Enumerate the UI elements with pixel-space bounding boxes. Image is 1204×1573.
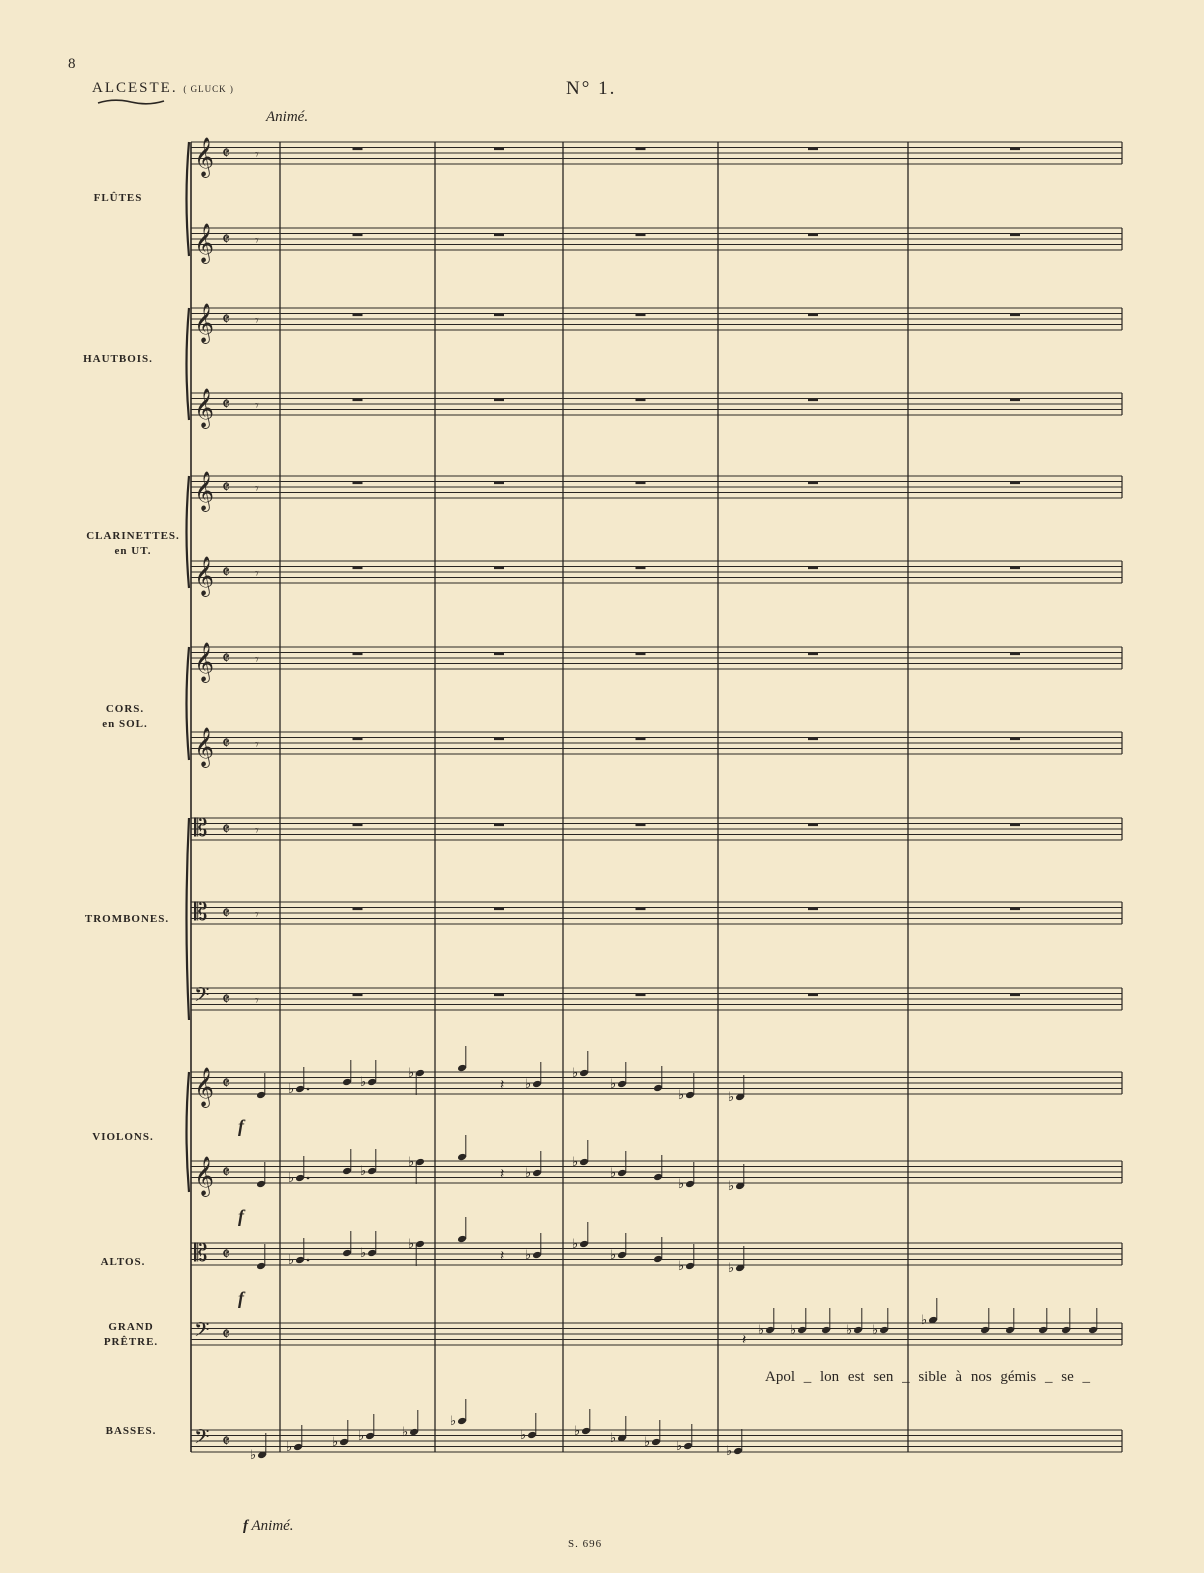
eighth-rest: 𝄾 bbox=[255, 398, 259, 414]
eighth-rest: 𝄾 bbox=[255, 652, 259, 668]
cut-time-signature: 𝄵 bbox=[222, 477, 231, 498]
whole-rest bbox=[636, 653, 646, 656]
alto-clef: 𝄡 bbox=[194, 814, 208, 842]
treble-clef: 𝄞 bbox=[194, 137, 215, 177]
flat-accidental: ♭ bbox=[360, 1246, 367, 1261]
whole-rest bbox=[808, 234, 818, 237]
dot bbox=[307, 1088, 310, 1091]
eighth-rest: 𝄾 bbox=[255, 993, 259, 1009]
bass-clef: 𝄢 bbox=[194, 983, 210, 1011]
flat-accidental: ♭ bbox=[288, 1171, 295, 1186]
instrument-name: ALTOS. bbox=[100, 1256, 146, 1268]
whole-rest bbox=[636, 994, 646, 997]
eighth-rest: 𝄾 bbox=[255, 566, 259, 582]
bass-clef: 𝄢 bbox=[194, 1318, 210, 1346]
flat-accidental: ♭ bbox=[525, 1248, 532, 1263]
whole-rest bbox=[808, 994, 818, 997]
whole-rest bbox=[808, 148, 818, 151]
whole-rest bbox=[353, 567, 363, 570]
eighth-rest: 𝄾 bbox=[255, 907, 259, 923]
cut-time-signature: 𝄵 bbox=[222, 1162, 231, 1183]
flat-accidental: ♭ bbox=[574, 1424, 581, 1439]
flat-accidental: ♭ bbox=[358, 1429, 365, 1444]
flat-accidental: ♭ bbox=[572, 1237, 579, 1252]
eighth-rest: 𝄾 bbox=[255, 233, 259, 249]
whole-rest bbox=[636, 482, 646, 485]
flat-accidental: ♭ bbox=[288, 1082, 295, 1097]
staff-bracket bbox=[187, 308, 190, 420]
whole-rest bbox=[1010, 234, 1020, 237]
treble-clef: 𝄞 bbox=[194, 556, 215, 596]
flat-accidental: ♭ bbox=[332, 1435, 339, 1450]
whole-rest bbox=[353, 148, 363, 151]
whole-rest bbox=[1010, 399, 1020, 402]
flat-accidental: ♭ bbox=[728, 1179, 735, 1194]
whole-rest bbox=[1010, 824, 1020, 827]
instrument-name: GRAND bbox=[108, 1321, 154, 1333]
whole-rest bbox=[494, 314, 504, 317]
tempo-text-bottom: Animé. bbox=[251, 1518, 294, 1534]
whole-rest bbox=[494, 653, 504, 656]
plate-number: S. 696 bbox=[568, 1538, 603, 1550]
flat-accidental: ♭ bbox=[610, 1077, 617, 1092]
eighth-rest: 𝄾 bbox=[255, 481, 259, 497]
eighth-rest: 𝄾 bbox=[255, 147, 259, 163]
staff-bracket bbox=[187, 647, 190, 760]
instrument-transposition: en UT. bbox=[114, 545, 152, 557]
dot bbox=[307, 1259, 310, 1262]
flat-accidental: ♭ bbox=[408, 1155, 415, 1170]
treble-clef: 𝄞 bbox=[194, 471, 215, 511]
whole-rest bbox=[636, 234, 646, 237]
whole-rest bbox=[636, 738, 646, 741]
whole-rest bbox=[636, 314, 646, 317]
flat-accidental: ♭ bbox=[790, 1323, 797, 1338]
whole-rest bbox=[1010, 738, 1020, 741]
whole-rest bbox=[353, 738, 363, 741]
whole-rest bbox=[636, 148, 646, 151]
work-title-text: ALCESTE. bbox=[92, 80, 178, 96]
whole-rest bbox=[808, 399, 818, 402]
instrument-name-line2: PRÊTRE. bbox=[103, 1336, 159, 1348]
flat-accidental: ♭ bbox=[728, 1090, 735, 1105]
whole-rest bbox=[636, 908, 646, 911]
whole-rest bbox=[494, 234, 504, 237]
whole-rest bbox=[353, 653, 363, 656]
cut-time-signature: 𝄵 bbox=[222, 229, 231, 250]
whole-rest bbox=[808, 314, 818, 317]
flat-accidental: ♭ bbox=[572, 1066, 579, 1081]
flat-accidental: ♭ bbox=[402, 1425, 409, 1440]
flat-accidental: ♭ bbox=[610, 1166, 617, 1181]
instrument-name: CLARINETTES. bbox=[86, 530, 180, 542]
flat-accidental: ♭ bbox=[726, 1444, 733, 1459]
whole-rest bbox=[1010, 994, 1020, 997]
flat-accidental: ♭ bbox=[360, 1075, 367, 1090]
tempo-marking-top: Animé. bbox=[266, 109, 309, 125]
whole-rest bbox=[808, 738, 818, 741]
flat-accidental: ♭ bbox=[286, 1440, 293, 1455]
flat-accidental: ♭ bbox=[676, 1439, 683, 1454]
flat-accidental: ♭ bbox=[408, 1237, 415, 1252]
whole-rest bbox=[1010, 314, 1020, 317]
staff-bracket bbox=[187, 476, 190, 588]
whole-rest bbox=[808, 482, 818, 485]
page-number: 8 bbox=[68, 56, 76, 72]
eighth-rest: 𝄾 bbox=[255, 823, 259, 839]
cut-time-signature: 𝄵 bbox=[222, 1073, 231, 1094]
whole-rest bbox=[494, 482, 504, 485]
quarter-rest: 𝄽 bbox=[742, 1332, 747, 1348]
cut-time-signature: 𝄵 bbox=[222, 989, 231, 1010]
whole-rest bbox=[353, 399, 363, 402]
cut-time-signature: 𝄵 bbox=[222, 819, 231, 840]
composer-name: ( GLUCK ) bbox=[183, 84, 234, 94]
whole-rest bbox=[494, 908, 504, 911]
cut-time-signature: 𝄵 bbox=[222, 143, 231, 164]
dot bbox=[307, 1177, 310, 1180]
instrument-transposition: en SOL. bbox=[102, 718, 148, 730]
cut-time-signature: 𝄵 bbox=[222, 309, 231, 330]
flat-accidental: ♭ bbox=[520, 1428, 527, 1443]
whole-rest bbox=[1010, 567, 1020, 570]
whole-rest bbox=[636, 824, 646, 827]
instrument-name: BASSES. bbox=[105, 1425, 157, 1437]
whole-rest bbox=[808, 908, 818, 911]
instrument-name: VIOLONS. bbox=[92, 1131, 154, 1143]
cut-time-signature: 𝄵 bbox=[222, 733, 231, 754]
instrument-name: FLÛTES bbox=[93, 192, 143, 204]
whole-rest bbox=[494, 148, 504, 151]
cut-time-signature: 𝄵 bbox=[222, 1244, 231, 1265]
instrument-name: HAUTBOIS. bbox=[83, 353, 153, 365]
flat-accidental: ♭ bbox=[758, 1323, 765, 1338]
whole-rest bbox=[636, 567, 646, 570]
instrument-name: CORS. bbox=[105, 703, 145, 715]
flat-accidental: ♭ bbox=[921, 1313, 928, 1328]
quarter-rest: 𝄽 bbox=[500, 1077, 505, 1093]
flat-accidental: ♭ bbox=[250, 1448, 257, 1463]
whole-rest bbox=[494, 994, 504, 997]
cut-time-signature: 𝄵 bbox=[222, 1431, 231, 1452]
flat-accidental: ♭ bbox=[525, 1077, 532, 1092]
whole-rest bbox=[1010, 482, 1020, 485]
eighth-rest: 𝄾 bbox=[255, 313, 259, 329]
flat-accidental: ♭ bbox=[360, 1164, 367, 1179]
whole-rest bbox=[808, 653, 818, 656]
whole-rest bbox=[636, 399, 646, 402]
whole-rest bbox=[808, 567, 818, 570]
whole-rest bbox=[1010, 653, 1020, 656]
whole-rest bbox=[353, 234, 363, 237]
flat-accidental: ♭ bbox=[678, 1259, 685, 1274]
whole-rest bbox=[353, 482, 363, 485]
cut-time-signature: 𝄵 bbox=[222, 648, 231, 669]
dynamic-forte-violin2: f bbox=[238, 1206, 244, 1226]
whole-rest bbox=[353, 824, 363, 827]
cut-time-signature: 𝄵 bbox=[222, 903, 231, 924]
whole-rest bbox=[1010, 148, 1020, 151]
whole-rest bbox=[494, 824, 504, 827]
alto-clef: 𝄡 bbox=[194, 1239, 208, 1267]
quarter-rest: 𝄽 bbox=[500, 1166, 505, 1182]
whole-rest bbox=[1010, 908, 1020, 911]
dynamic-forte-violin1: f bbox=[238, 1116, 244, 1136]
whole-rest bbox=[353, 994, 363, 997]
flat-accidental: ♭ bbox=[572, 1155, 579, 1170]
quarter-rest: 𝄽 bbox=[500, 1248, 505, 1264]
staff-bracket bbox=[187, 142, 190, 256]
whole-rest bbox=[494, 738, 504, 741]
treble-clef: 𝄞 bbox=[194, 303, 215, 343]
flat-accidental: ♭ bbox=[846, 1323, 853, 1338]
instrument-name: TROMBONES. bbox=[84, 913, 170, 925]
flat-accidental: ♭ bbox=[678, 1088, 685, 1103]
treble-clef: 𝄞 bbox=[194, 727, 215, 767]
dynamic-forte-viola: f bbox=[238, 1288, 244, 1308]
whole-rest bbox=[353, 314, 363, 317]
flat-accidental: ♭ bbox=[288, 1253, 295, 1268]
staff-bracket bbox=[187, 818, 190, 1020]
cut-time-signature: 𝄵 bbox=[222, 562, 231, 583]
vocal-lyrics: Apol _ lon est sen _ sible à nos gémis _ se _ bbox=[765, 1369, 1090, 1385]
treble-clef: 𝄞 bbox=[194, 223, 215, 263]
whole-rest bbox=[494, 399, 504, 402]
whole-rest bbox=[494, 567, 504, 570]
flat-accidental: ♭ bbox=[728, 1261, 735, 1276]
eighth-rest: 𝄾 bbox=[255, 737, 259, 753]
flat-accidental: ♭ bbox=[644, 1435, 651, 1450]
bass-clef: 𝄢 bbox=[194, 1425, 210, 1453]
staff-bracket bbox=[187, 1072, 190, 1192]
treble-clef: 𝄞 bbox=[194, 642, 215, 682]
flat-accidental: ♭ bbox=[610, 1431, 617, 1446]
treble-clef: 𝄞 bbox=[194, 388, 215, 428]
treble-clef: 𝄞 bbox=[194, 1067, 215, 1107]
whole-rest bbox=[353, 908, 363, 911]
cut-time-signature: 𝄵 bbox=[222, 1324, 231, 1345]
flat-accidental: ♭ bbox=[872, 1323, 879, 1338]
dynamic-forte-basses: f bbox=[243, 1518, 248, 1534]
flat-accidental: ♭ bbox=[450, 1414, 457, 1429]
cut-time-signature: 𝄵 bbox=[222, 394, 231, 415]
piece-number: N° 1. bbox=[566, 78, 617, 99]
flat-accidental: ♭ bbox=[408, 1066, 415, 1081]
flat-accidental: ♭ bbox=[678, 1177, 685, 1192]
flat-accidental: ♭ bbox=[525, 1166, 532, 1181]
flat-accidental: ♭ bbox=[610, 1248, 617, 1263]
alto-clef: 𝄡 bbox=[194, 898, 208, 926]
treble-clef: 𝄞 bbox=[194, 1156, 215, 1196]
whole-rest bbox=[808, 824, 818, 827]
